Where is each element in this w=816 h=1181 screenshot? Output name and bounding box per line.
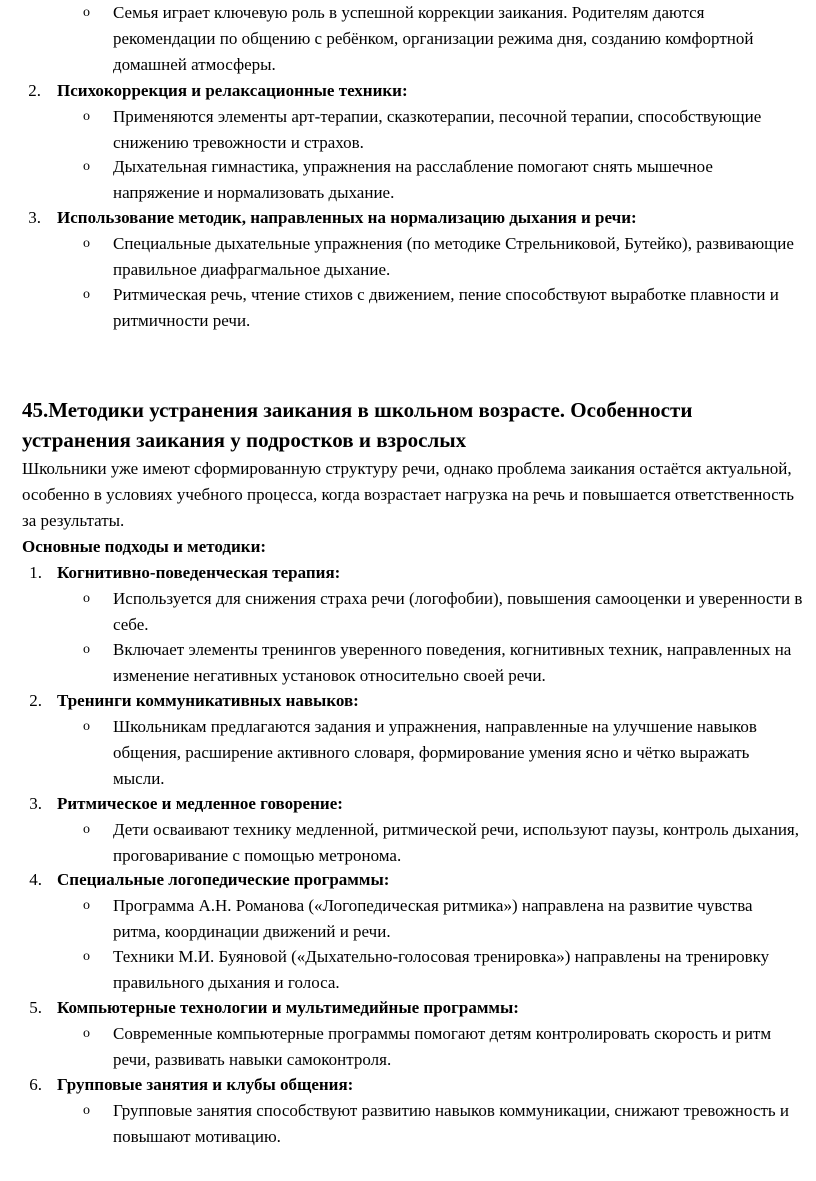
list-sub-item-text: Техники М.И. Буяновой («Дыхательно-голосовая тренировка») направлены на тренировку правильного дыхания и голоса. — [113, 947, 770, 992]
item-heading: Когнитивно-поведенческая терапия: — [57, 563, 341, 582]
list-sub-item-text: Включает элементы тренингов уверенного поведения, когнитивных техник, направленных на изменение негативных установок относительно своей речи. — [113, 640, 792, 685]
item-number: 5. — [29, 998, 42, 1017]
item-number: 3. — [29, 794, 42, 813]
intro-paragraph: Школьники уже имеют сформированную структуру речи, однако проблема заикания остаётся актуальной, особенно в условиях учебного процесса, когда возрастает нагрузка на речь и повышается ответственность за результаты. — [22, 459, 795, 530]
bullet-marker: o — [83, 236, 90, 251]
list-sub-item-text: Используется для снижения страха речи (логофобии), повышения самооценки и уверенности в себе. — [113, 589, 803, 634]
bullet-marker: o — [83, 109, 90, 124]
bullet-marker: o — [83, 898, 90, 913]
bullet-marker: o — [83, 159, 90, 174]
item-heading: Специальные логопедические программы: — [57, 870, 390, 889]
list-sub-item-text: Дыхательная гимнастика, упражнения на расслабление помогают снять мышечное напряжение и нормализовать дыхание. — [113, 157, 713, 202]
bullet-marker: o — [83, 5, 90, 20]
item-number: 2. — [29, 691, 42, 710]
bullet-marker: o — [83, 287, 90, 302]
bullet-marker: o — [83, 1026, 90, 1041]
list-sub-item-text: Программа А.Н. Романова («Логопедическая ритмика») направлена на развитие чувства ритма, координации движений и речи. — [113, 896, 753, 941]
item-heading: Компьютерные технологии и мультимедийные программы: — [57, 998, 519, 1017]
item-heading: Использование методик, направленных на нормализацию дыхания и речи: — [57, 208, 637, 227]
item-heading: Групповые занятия и клубы общения: — [57, 1075, 354, 1094]
list-sub-item-text: Применяются элементы арт-терапии, сказкотерапии, песочной терапии, способствующие снижению тревожности и страхов. — [113, 107, 762, 152]
bullet-marker: o — [83, 822, 90, 837]
bullet-marker: o — [83, 1103, 90, 1118]
item-number: 1. — [29, 563, 42, 582]
bullet-marker: o — [83, 719, 90, 734]
list-sub-item-text: Специальные дыхательные упражнения (по методике Стрельниковой, Бутейко), развивающие правильное диафрагмальное дыхание. — [113, 234, 794, 279]
list-sub-item-text: Семья играет ключевую роль в успешной коррекции заикания. Родителям даются рекомендации по общению с ребёнком, организации режима дня, созданию комфортной домашней атмосферы. — [113, 3, 754, 74]
item-heading: Ритмическое и медленное говорение: — [57, 794, 343, 813]
subheading: Основные подходы и методики: — [22, 537, 267, 556]
list-sub-item-text: Ритмическая речь, чтение стихов с движением, пение способствуют выработке плавности и ритмичности речи. — [113, 285, 779, 330]
item-number: 3. — [28, 208, 41, 227]
list-sub-item-text: Современные компьютерные программы помогают детям контролировать скорость и ритм речи, развивать навыки самоконтроля. — [113, 1024, 772, 1069]
bullet-marker: o — [83, 642, 90, 657]
item-heading: Тренинги коммуникативных навыков: — [57, 691, 359, 710]
item-heading: Психокоррекция и релаксационные техники: — [57, 81, 408, 100]
item-number: 2. — [28, 81, 41, 100]
bullet-marker: o — [83, 591, 90, 606]
section-heading: 45.Методики устранения заикания в школьном возрасте. Особенности устранения заикания у подростков и взрослых — [22, 398, 693, 452]
list-sub-item-text: Дети осваивают технику медленной, ритмической речи, используют паузы, контроль дыхания, проговаривание с помощью метронома. — [113, 820, 800, 865]
item-number: 4. — [29, 870, 42, 889]
list-sub-item-text: Школьникам предлагаются задания и упражнения, направленные на улучшение навыков общения, расширение активного словаря, формирование умения ясно и чётко выражать мысли. — [113, 717, 757, 788]
bullet-marker: o — [83, 949, 90, 964]
item-number: 6. — [29, 1075, 42, 1094]
list-sub-item-text: Групповые занятия способствуют развитию навыков коммуникации, снижают тревожность и повышают мотивацию. — [113, 1101, 790, 1146]
